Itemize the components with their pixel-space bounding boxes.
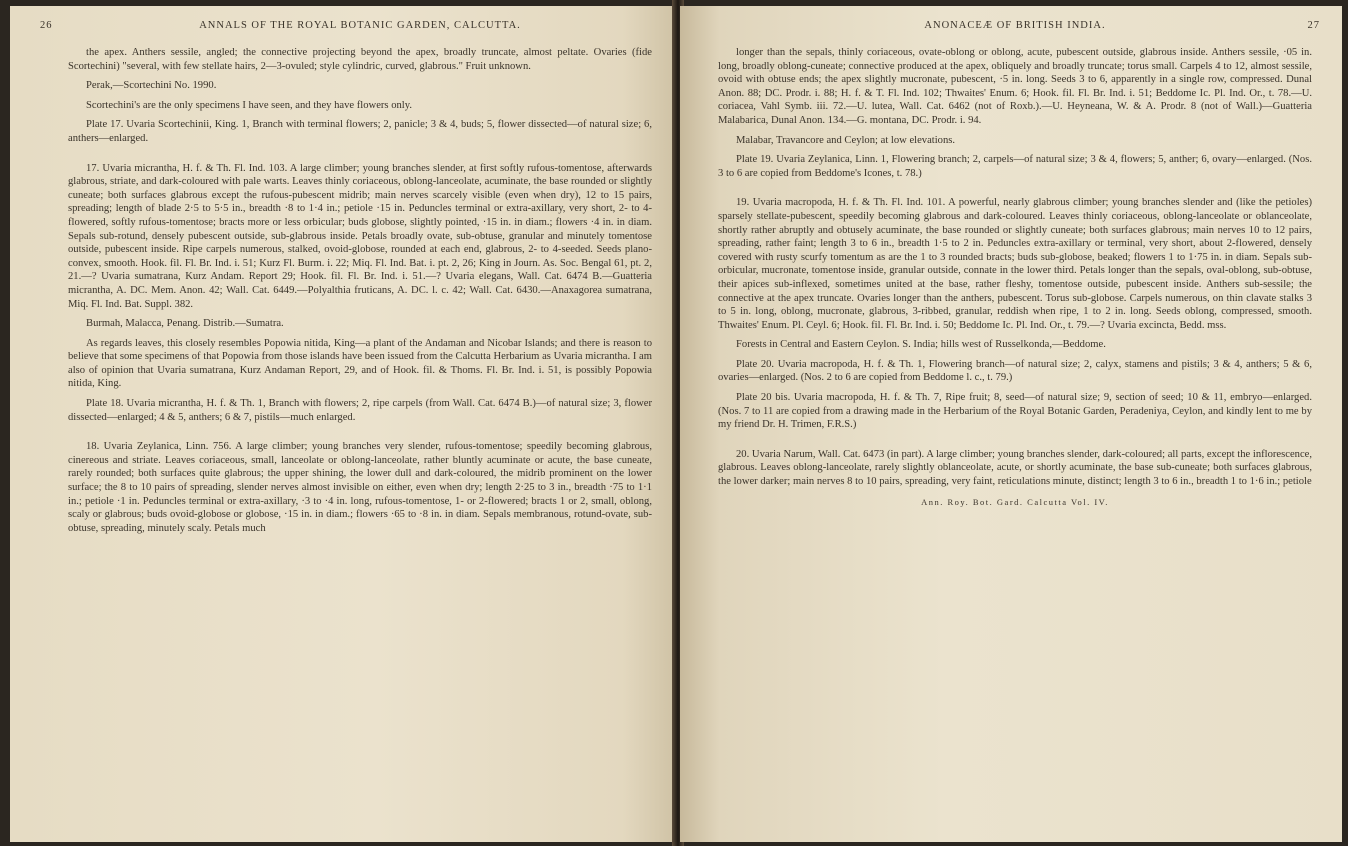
right-page bbox=[680, 6, 1342, 842]
left-page-header bbox=[40, 20, 652, 40]
left-page bbox=[10, 6, 676, 842]
left-paragraph: Perak,—Scortechini No. 1990. bbox=[86, 80, 217, 92]
left-plate-caption: Plate 18. Uvaria micrantha, H. f. & Th. 1, Branch with flowers; 2, ripe carpels (from Wall. Cat. 6474 B.)—of natural size; 3, flower dissected—enlarged; 4 & 5, anthers; 6 & 7, pistils—much enlarged. bbox=[68, 398, 652, 423]
left-species-entry: 18. Uvaria Zeylanica, Linn. 756. A large climber; young branches very slender, rufous-tomentose; speedily becoming glabrous, cinereous and striate. Leaves coriaceous, small, lanceolate or oblong-lanceolate, rather bluntly acuminate or acute, the base cuneate, rarely rounded; both surfaces quite glabrous; the upper shining, the lower dull and dark-coloured, the midrib prominent on the lower surface; the 8 to 10 pairs of spreading, slender nerves almost invisible on either, even when dry; length 2·25 to 3 in., breadth ·75 to 1·1 in.; petiole ·1 in. Peduncles terminal or extra-axillary, ·3 to ·4 in. long, rufous-tomentose, 1- or 2-flowered; bracts 1 or 2, small, oblong, scaly or glabrous; buds ovoid-globose or globose, ·15 in. in diam.; flowers ·65 to ·8 in. in diam. Sepals membranous, rotund-ovate, sub-obtuse, spreading, minutely scaly. Petals much bbox=[68, 441, 652, 534]
left-paragraph: Burmah, Malacca, Penang. Distrib.—Sumatra. bbox=[86, 318, 284, 330]
right-plate-caption: Plate 20. Uvaria macropoda, H. f. & Th. 1, Flowering branch—of natural size; 2, calyx, stamens and pistils; 3 & 4, anthers; 5 & 6, ovaries—enlarged. (Nos. 2 to 6 are copied from Beddome l. c., t. 79.) bbox=[718, 358, 1312, 384]
right-running-title: ANONACEÆ OF BRITISH INDIA. bbox=[924, 20, 1106, 31]
left-paragraph: As regards leaves, this closely resembles Popowia nitida, King—a plant of the Andaman and Nicobar Islands; and there is reason to believe that some specimens of that Popowia from those islands have been issued from the Calcutta Herbarium as Uvaria micrantha. I am also of opinion that Uvaria sumatrana, Kurz Andaman Report, 29, and of Hook. fil. & Thoms. Fl. Br. Ind. i. 51, is possibly Popowia nitida, King. bbox=[68, 337, 652, 390]
left-paragraph: the apex. Anthers sessile, angled; the connective projecting beyond the apex, broadly truncate, almost peltate. Ovaries (fide Scortechini) "several, with few stellate hairs, 2—3-ovuled; style cylindric, curved, glabrous." Fruit unknown. bbox=[68, 47, 652, 72]
left-running-title: ANNALS OF THE ROYAL BOTANIC GARDEN, CALCUTTA. bbox=[199, 20, 521, 31]
right-page-header bbox=[718, 20, 1320, 40]
left-page-number: 26 bbox=[40, 20, 53, 31]
right-page-number: 27 bbox=[1307, 20, 1320, 31]
right-species-entry: 19. Uvaria macropoda, H. f. & Th. Fl. Ind. 101. A powerful, nearly glabrous climber; young branches slender and (like the petioles) sparsely stellate-pubescent, speedily becoming glabrous and dark-coloured. Leaves thinly coriaceous, oblong-lanceolate or oblanceolate, shortly rather abruptly and obtusely acuminate, the base rounded or slightly cuneate; both surfaces glabrous; main nerves 10 to 12 pairs, spreading, rather faint; length 3 to 6 in., breadth 1·5 to 2 in. Peduncles extra-axillary or terminal, very short, about 2-flowered, densely covered with rusty scurfy tomentum as are the 1 to 3 rounded bracts; buds sub-globose, beaked; flowers 1 to 1·75 in. in diam. Sepals sub-orbicular, mucronate, tomentose inside, granular outside, connate in the lower third. Petals longer than the sepals, oval-oblong, sub-obtuse, their apices sub-inflexed, sometimes united at the base, rather fleshy, tomentose outside, pubescent inside. Anthers sub-sessile; the connective at the apex truncate. Ovaries longer than the anthers, pubescent. Torus sub-globose. Carpels numerous, on thin clavate stalks 3 to 5 in. long, oblong, mucronate, glabrous, 3-ribbed, granular, reddish when ripe, 1 to 2 in. long. Seeds oblong, compressed, smooth. Thwaites' Enum. Pl. Ceyl. 6; Hook. fil. Fl. Br. Ind. i. 50; Beddome Ic. Pl. Ind. Or., t. 79.—? Uvaria excincta, Bedd. mss. bbox=[718, 197, 1312, 331]
right-paragraph: Malabar, Travancore and Ceylon; at low elevations. bbox=[736, 134, 956, 146]
right-page-footer: Ann. Roy. Bot. Gard. Calcutta Vol. IV. bbox=[921, 496, 1109, 507]
right-species-entry: 20. Uvaria Narum, Wall. Cat. 6473 (in part). A large climber; young branches slender, dark-coloured; all parts, except the inflorescence, glabrous. Leaves oblong-lanceolate, rarely slightly oblanceolate, acute, or shortly acuminate, the base sub-cuneate; both surfaces glabrous, the lower darker; main nerves 8 to 10 pairs, spreading, very faint, reticulations minute, distinct; length 3 to 6 in., breadth 1 to 1·6 in.; petiole bbox=[718, 448, 1312, 488]
left-species-entry: 17. Uvaria micrantha, H. f. & Th. Fl. Ind. 103. A large climber; young branches slender, at first softly rufous-tomentose, afterwards glabrous, striate, and dark-coloured with pale warts. Leaves thinly coriaceous, oblong-lanceolate, acuminate, the base rounded or slightly cuneate; both surfaces glabrous except the rufous-pubescent midrib; main nerves scarcely visible (even when dry), 12 to 15 pairs, spreading; length of blade 2·5 to 5·5 in., breadth ·8 to 1·4 in.; petiole ·15 in. Peduncles terminal or extra-axillary, very short, 2- to 4- flowered, softly rufous-tomentose; bracts more or less orbicular; buds globose, slightly pointed, ·15 in. in diam.; flowers ·4 in. in diam. Sepals sub-rotund, densely pubescent outside, sub-glabrous inside. Petals broadly ovate, sub-obtuse, granular and minutely tomentose outside, pubescent inside. Ripe carpels numerous, stalked, ovoid-globose, rounded at each end, glabrous, 2- to 4-seeded. Seeds plano-convex, smooth. Hook. fil. Fl. Br. Ind. i. 51; Kurz Fl. Burm. i. 22; Miq. Fl. Ind. Bat. i. pt. 2, 26; King in Journ. As. Soc. Bengal 61, pt. 2, 21.—? Uvaria sumatrana, Kurz Andam. Report 29; Hook. fil. Fl. Br. Ind. i. 51.—? Uvaria elegans, Wall. Cat. 6474 B.—Guatteria micrantha, A. DC. Mem. Anon. 42; Wall. Cat. 6449.—Polyalthia fruticans, A. DC. l. c. 42; Wall. Cat. 6430.—Anaxagorea sumatrana, Miq. Fl. Ind. Bat. Suppl. 382. bbox=[68, 162, 652, 310]
right-plate-caption: Plate 20 bis. Uvaria macropoda, H. f. & Th. 7, Ripe fruit; 8, seed—of natural size; 9, section of seed; 10 & 11, embryo—enlarged. (Nos. 7 to 11 are copied from a drawing made in the Herbarium of the Royal Botanic Garden, Peradeniya, Ceylon, and kindly lent to me by my friend Dr. H. Trimen, F.R.S.) bbox=[718, 392, 1312, 431]
right-paragraph: longer than the sepals, thinly coriaceous, ovate-oblong or oblong, acute, pubescent outside, glabrous inside. Anthers sessile, ·05 in. long, broadly oblong-cuneate; connective produced at the apex, obliquely and broadly truncate; torus small. Carpels 4 to 12, almost sessile, ovoid with obtuse ends; the apex slightly mucronate, pubescent, ·5 in. long. Seeds 3 to 6, apparently in a single row, compressed. Dunal Anon. 88; DC. Prodr. i. 88; H. f. & T. Fl. Ind. 102; Thwaites' Enum. 6; Hook. fil. Fl. Br. Ind. i. 51; Beddome Ic. Pl. Ind. Or., t. 78.—U. coriacea, Vahl Symb. iii. 72.—U. lutea, Wall. Cat. 6462 (not of Roxb.).—U. Heyneana, W. & A. Prodr. 8 (not of Wall.)—Guatteria Malabarica, Dunal Anon. 134.—G. montana, DC. Prodr. i. 94. bbox=[718, 47, 1312, 126]
right-plate-caption: Plate 19. Uvaria Zeylanica, Linn. 1, Flowering branch; 2, carpels—of natural size; 3 & 4, flowers; 5, anther; 6, ovary—enlarged. (Nos. 3 to 6 are copied from Beddome's Icones, t. 78.) bbox=[718, 154, 1312, 179]
left-paragraph: Scortechini's are the only specimens I have seen, and they have flowers only. bbox=[86, 99, 412, 111]
left-plate-caption: Plate 17. Uvaria Scortechinii, King. 1, Branch with terminal flowers; 2, panicle; 3 & 4, buds; 5, flower dissected—of natural size; 6, anthers—enlarged. bbox=[68, 119, 652, 144]
right-paragraph: Forests in Central and Eastern Ceylon. S. India; hills west of Russelkonda,—Beddome. bbox=[736, 339, 1106, 351]
